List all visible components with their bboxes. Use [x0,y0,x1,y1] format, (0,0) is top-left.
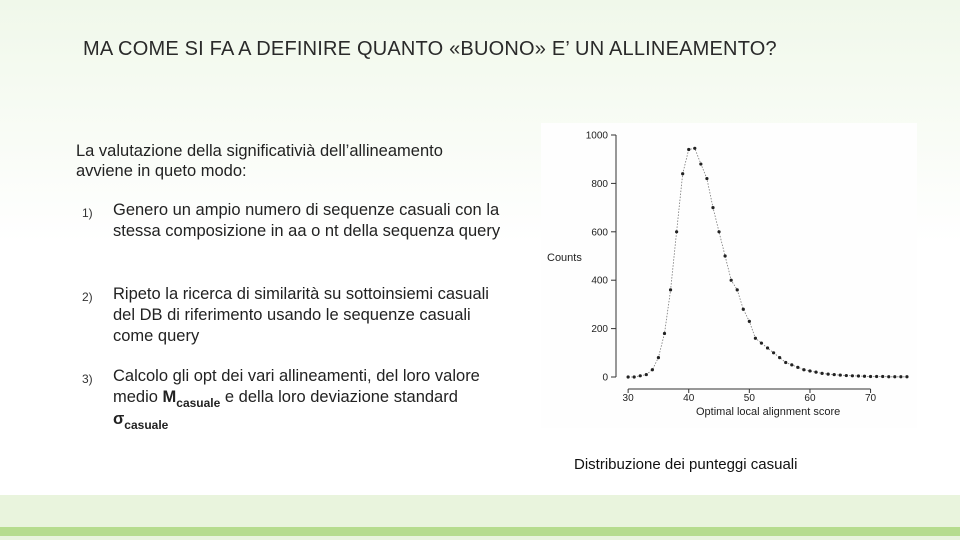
sigma-symbol: σ [113,410,125,428]
x-tick-label: 60 [804,393,816,404]
y-tick-label: 400 [591,275,608,287]
y-tick-label: 1000 [585,130,608,142]
list-text: Genero un ampio numero di sequenze casuali con la stessa composizione in aa o nt della sequenza query [113,201,501,240]
data-point [857,374,860,377]
data-point [772,351,775,354]
data-point [833,373,836,376]
data-point [869,375,872,378]
list-number: 1) [82,206,93,220]
y-tick-label: 800 [591,178,608,190]
x-tick-label: 70 [865,393,877,404]
y-tick-label: 0 [602,372,608,384]
data-point [839,373,842,376]
list-text-part: e della loro deviazione standard [220,388,458,406]
x-tick-label: 40 [683,393,695,404]
list-text-part: Calcolo gli opt dei vari allineamenti, del loro valore medio [113,367,480,406]
data-point [657,356,660,359]
chart-axes [586,131,877,405]
data-point [705,177,708,180]
data-point [645,373,648,376]
x-axis-label: Optimal local alignment score [696,406,841,418]
slide-title: MA COME SI FA A DEFINIRE QUANTO «BUONO» E’ UN ALLINEAMENTO? [83,38,777,60]
data-point [845,374,848,377]
data-point [851,374,854,377]
chart-curve [628,148,907,377]
data-point [675,230,678,233]
data-point [699,162,702,165]
data-point [863,375,866,378]
data-point [681,172,684,175]
data-point [717,230,720,233]
data-point [790,363,793,366]
y-tick-label: 600 [591,227,608,239]
intro-text: La valutazione della significativià dell’allineamento avviene in queto modo: [76,142,443,180]
distribution-curve [628,148,907,377]
data-point [742,308,745,311]
y-tick-label: 200 [591,324,608,336]
data-point [893,375,896,378]
data-point [669,288,672,291]
data-point [887,375,890,378]
data-point [905,375,908,378]
data-point [784,361,787,364]
list-text [113,366,513,431]
mu-subscript: casuale [176,396,221,410]
score-distribution-chart [541,123,917,428]
chart-image [541,123,917,428]
list-number: 3) [82,372,93,386]
data-point [663,332,666,335]
chart-points [627,147,909,379]
chart-caption: Distribuzione dei punteggi casuali [574,456,798,473]
data-point [808,369,811,372]
data-point [820,372,823,375]
list-text: Ripeto la ricerca di similarità su sottoinsiemi casuali del DB di riferimento usando le sequenze casuali come query [113,285,489,345]
data-point [875,375,878,378]
data-point [881,375,884,378]
data-point [651,368,654,371]
data-point [899,375,902,378]
data-point [633,375,636,378]
sigma-subscript: casuale [124,418,169,432]
footer-strip [0,527,960,536]
y-axis-label: Counts [547,252,582,264]
data-point [724,254,727,257]
data-point [687,148,690,151]
mu-symbol: M [162,388,177,406]
list-number: 2) [82,290,93,304]
data-point [736,288,739,291]
data-point [802,368,805,371]
data-point [796,366,799,369]
data-point [748,320,751,323]
data-point [627,375,630,378]
data-point [760,342,763,345]
x-tick-label: 30 [622,393,634,404]
data-point [814,371,817,374]
data-point [778,356,781,359]
data-point [711,206,714,209]
data-point [754,337,757,340]
data-point [827,372,830,375]
data-point [766,346,769,349]
data-point [693,147,696,150]
data-point [730,279,733,282]
data-point [639,374,642,377]
x-tick-label: 50 [743,393,755,404]
